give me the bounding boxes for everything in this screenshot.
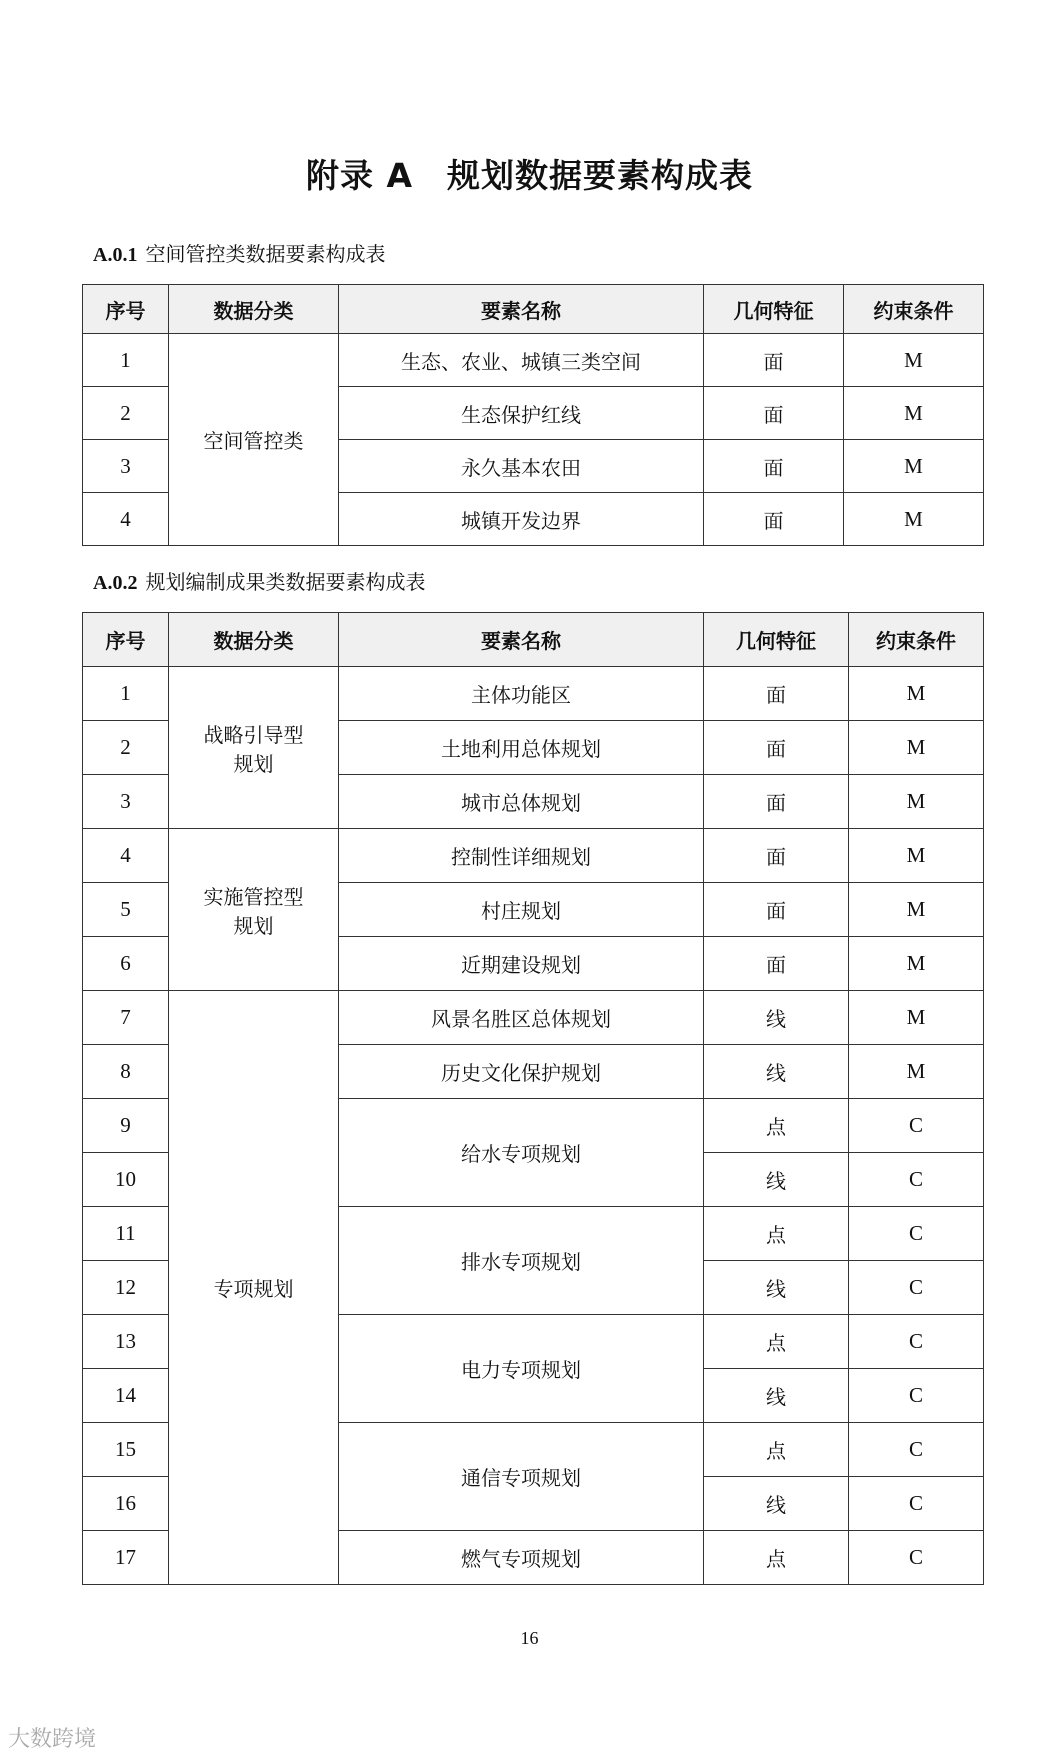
row-number: 12 bbox=[83, 1261, 169, 1315]
row-number: 7 bbox=[83, 991, 169, 1045]
geometry-cell: 面 bbox=[704, 829, 849, 883]
category-cell: 空间管控类 bbox=[169, 334, 339, 546]
constraint-cell: M bbox=[849, 775, 984, 829]
row-number: 4 bbox=[83, 493, 169, 546]
header-no: 序号 bbox=[83, 285, 169, 334]
table-row bbox=[83, 667, 984, 721]
element-name: 给水专项规划 bbox=[339, 1099, 704, 1207]
constraint-cell: C bbox=[849, 1477, 984, 1531]
constraint-cell: C bbox=[849, 1315, 984, 1369]
table1-caption-text: 空间管控类数据要素构成表 bbox=[145, 242, 386, 266]
element-name: 电力专项规划 bbox=[339, 1315, 704, 1423]
page-title bbox=[0, 150, 1059, 197]
category-cell-special: 专项规划 bbox=[169, 991, 339, 1585]
constraint-cell: M bbox=[849, 883, 984, 937]
category-line: 规划 bbox=[233, 913, 274, 938]
constraint-cell: C bbox=[849, 1261, 984, 1315]
element-name: 风景名胜区总体规划 bbox=[339, 991, 704, 1045]
geometry-cell: 线 bbox=[704, 1477, 849, 1531]
element-name: 土地利用总体规划 bbox=[339, 721, 704, 775]
table-header-row bbox=[83, 613, 984, 667]
table2-caption-number: A.0.2 bbox=[93, 572, 138, 594]
constraint-cell: C bbox=[849, 1207, 984, 1261]
geometry-cell: 面 bbox=[704, 883, 849, 937]
geometry-cell: 点 bbox=[704, 1531, 849, 1585]
geometry-cell: 线 bbox=[704, 1261, 849, 1315]
row-number: 11 bbox=[83, 1207, 169, 1261]
spatial-control-table bbox=[82, 284, 984, 546]
header-geometry: 几何特征 bbox=[704, 613, 849, 667]
table1-caption bbox=[93, 238, 385, 267]
geometry-cell: 点 bbox=[704, 1423, 849, 1477]
constraint-cell: M bbox=[844, 440, 984, 493]
geometry-cell: 线 bbox=[704, 991, 849, 1045]
row-number: 16 bbox=[83, 1477, 169, 1531]
constraint-cell: M bbox=[844, 387, 984, 440]
table2-caption bbox=[93, 566, 425, 595]
geometry-cell: 点 bbox=[704, 1099, 849, 1153]
geometry-cell: 线 bbox=[704, 1369, 849, 1423]
row-number: 2 bbox=[83, 721, 169, 775]
constraint-cell: M bbox=[844, 493, 984, 546]
row-number: 10 bbox=[83, 1153, 169, 1207]
row-number: 3 bbox=[83, 775, 169, 829]
element-name: 村庄规划 bbox=[339, 883, 704, 937]
constraint-cell: M bbox=[849, 667, 984, 721]
row-number: 8 bbox=[83, 1045, 169, 1099]
header-no: 序号 bbox=[83, 613, 169, 667]
constraint-cell: C bbox=[849, 1369, 984, 1423]
title-text: 规划数据要素构成表 bbox=[447, 156, 754, 195]
element-name: 生态保护红线 bbox=[339, 387, 704, 440]
geometry-cell: 面 bbox=[704, 440, 844, 493]
constraint-cell: C bbox=[849, 1153, 984, 1207]
element-name: 控制性详细规划 bbox=[339, 829, 704, 883]
category-cell-implementation bbox=[169, 829, 339, 991]
element-name: 生态、农业、城镇三类空间 bbox=[339, 334, 704, 387]
element-name: 历史文化保护规划 bbox=[339, 1045, 704, 1099]
header-element-name: 要素名称 bbox=[339, 613, 704, 667]
category-line: 规划 bbox=[233, 751, 274, 776]
row-number: 2 bbox=[83, 387, 169, 440]
constraint-cell: M bbox=[849, 721, 984, 775]
element-name: 城镇开发边界 bbox=[339, 493, 704, 546]
constraint-cell: C bbox=[849, 1423, 984, 1477]
category-line: 实施管控型 bbox=[203, 884, 304, 909]
element-name: 排水专项规划 bbox=[339, 1207, 704, 1315]
header-constraint: 约束条件 bbox=[849, 613, 984, 667]
element-name: 燃气专项规划 bbox=[339, 1531, 704, 1585]
constraint-cell: M bbox=[849, 1045, 984, 1099]
row-number: 9 bbox=[83, 1099, 169, 1153]
header-geometry: 几何特征 bbox=[704, 285, 844, 334]
geometry-cell: 面 bbox=[704, 493, 844, 546]
page-number: 16 bbox=[520, 1628, 539, 1648]
header-category: 数据分类 bbox=[169, 285, 339, 334]
row-number: 5 bbox=[83, 883, 169, 937]
element-name: 通信专项规划 bbox=[339, 1423, 704, 1531]
header-element-name: 要素名称 bbox=[339, 285, 704, 334]
constraint-cell: C bbox=[849, 1531, 984, 1585]
row-number: 1 bbox=[83, 334, 169, 387]
element-name: 永久基本农田 bbox=[339, 440, 704, 493]
row-number: 1 bbox=[83, 667, 169, 721]
table1-caption-number: A.0.1 bbox=[93, 244, 138, 266]
constraint-cell: M bbox=[849, 829, 984, 883]
geometry-cell: 点 bbox=[704, 1207, 849, 1261]
element-name: 主体功能区 bbox=[339, 667, 704, 721]
table2-caption-text: 规划编制成果类数据要素构成表 bbox=[145, 570, 426, 594]
row-number: 3 bbox=[83, 440, 169, 493]
geometry-cell: 面 bbox=[704, 334, 844, 387]
table-header-row bbox=[83, 285, 984, 334]
header-constraint: 约束条件 bbox=[844, 285, 984, 334]
row-number: 13 bbox=[83, 1315, 169, 1369]
geometry-cell: 面 bbox=[704, 775, 849, 829]
geometry-cell: 面 bbox=[704, 937, 849, 991]
element-name: 近期建设规划 bbox=[339, 937, 704, 991]
row-number: 14 bbox=[83, 1369, 169, 1423]
constraint-cell: M bbox=[849, 991, 984, 1045]
category-cell-strategic bbox=[169, 667, 339, 829]
table-row bbox=[83, 334, 984, 387]
planning-results-table bbox=[82, 612, 984, 1585]
title-appendix-label: 附录 A bbox=[305, 156, 414, 195]
category-line: 战略引导型 bbox=[203, 722, 304, 747]
geometry-cell: 面 bbox=[704, 721, 849, 775]
row-number: 4 bbox=[83, 829, 169, 883]
constraint-cell: M bbox=[844, 334, 984, 387]
geometry-cell: 面 bbox=[704, 667, 849, 721]
geometry-cell: 点 bbox=[704, 1315, 849, 1369]
geometry-cell: 线 bbox=[704, 1045, 849, 1099]
table-row bbox=[83, 991, 984, 1045]
table-row bbox=[83, 829, 984, 883]
element-name: 城市总体规划 bbox=[339, 775, 704, 829]
row-number: 6 bbox=[83, 937, 169, 991]
geometry-cell: 线 bbox=[704, 1153, 849, 1207]
header-category: 数据分类 bbox=[169, 613, 339, 667]
watermark: 大数跨境 bbox=[8, 1727, 97, 1752]
row-number: 17 bbox=[83, 1531, 169, 1585]
geometry-cell: 面 bbox=[704, 387, 844, 440]
constraint-cell: M bbox=[849, 937, 984, 991]
row-number: 15 bbox=[83, 1423, 169, 1477]
constraint-cell: C bbox=[849, 1099, 984, 1153]
